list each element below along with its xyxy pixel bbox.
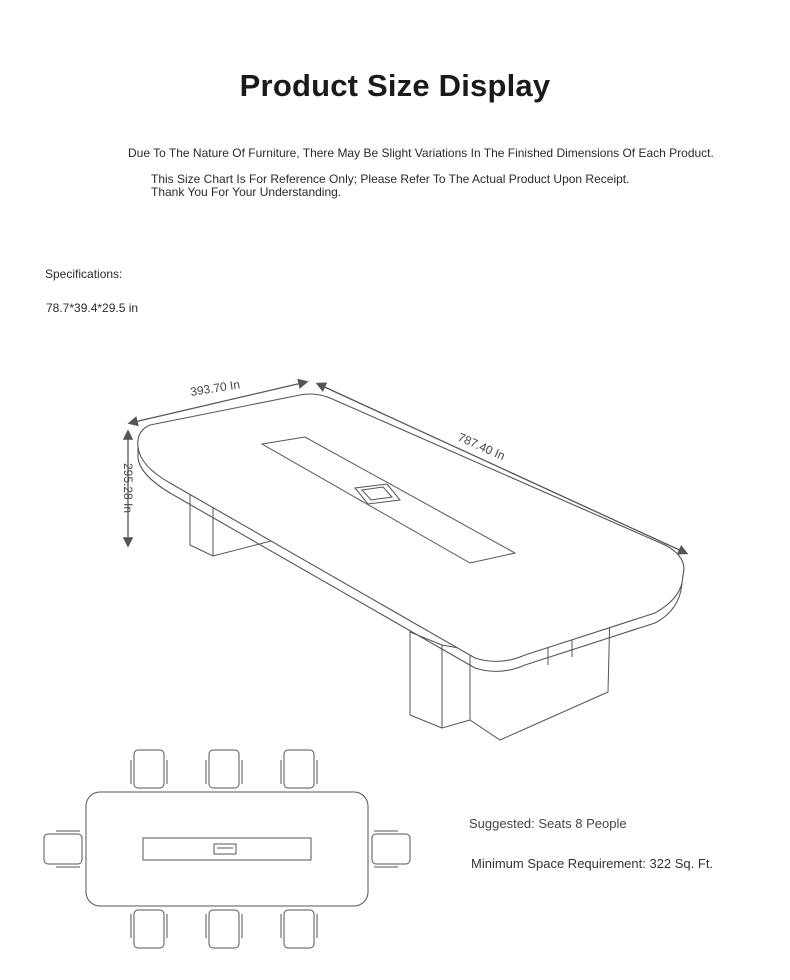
chair-bottom-1 [131, 910, 167, 948]
chair-top-3 [281, 750, 317, 788]
chair-top-2 [206, 750, 242, 788]
disclaimer-line-2: This Size Chart Is For Reference Only; Please Refer To The Actual Product Upon Receipt. [151, 172, 630, 186]
specifications-value: 78.7*39.4*29.5 in [46, 301, 139, 315]
chair-bottom-2 [206, 910, 242, 948]
seating-layout [44, 750, 410, 948]
suggested-seats: Suggested: Seats 8 People [469, 816, 627, 831]
chair-bottom-3 [281, 910, 317, 948]
height-label: 295.28 In [121, 463, 135, 514]
specifications-label: Specifications: [45, 267, 123, 281]
page-title: Product Size Display [239, 68, 551, 103]
minimum-space: Minimum Space Requirement: 322 Sq. Ft. [471, 856, 714, 871]
chair-top-1 [131, 750, 167, 788]
chair-left [44, 831, 82, 867]
disclaimer-line-1: Due To The Nature Of Furniture, There May Be Slight Variations In The Finished Dimensions Of Each Product. [128, 146, 714, 160]
top-view-outlet [214, 844, 236, 854]
length-label: 787.40 In [455, 429, 508, 464]
disclaimer-line-3: Thank You For Your Understanding. [151, 185, 342, 199]
width-label: 393.70 In [189, 377, 241, 399]
chair-right [372, 831, 410, 867]
